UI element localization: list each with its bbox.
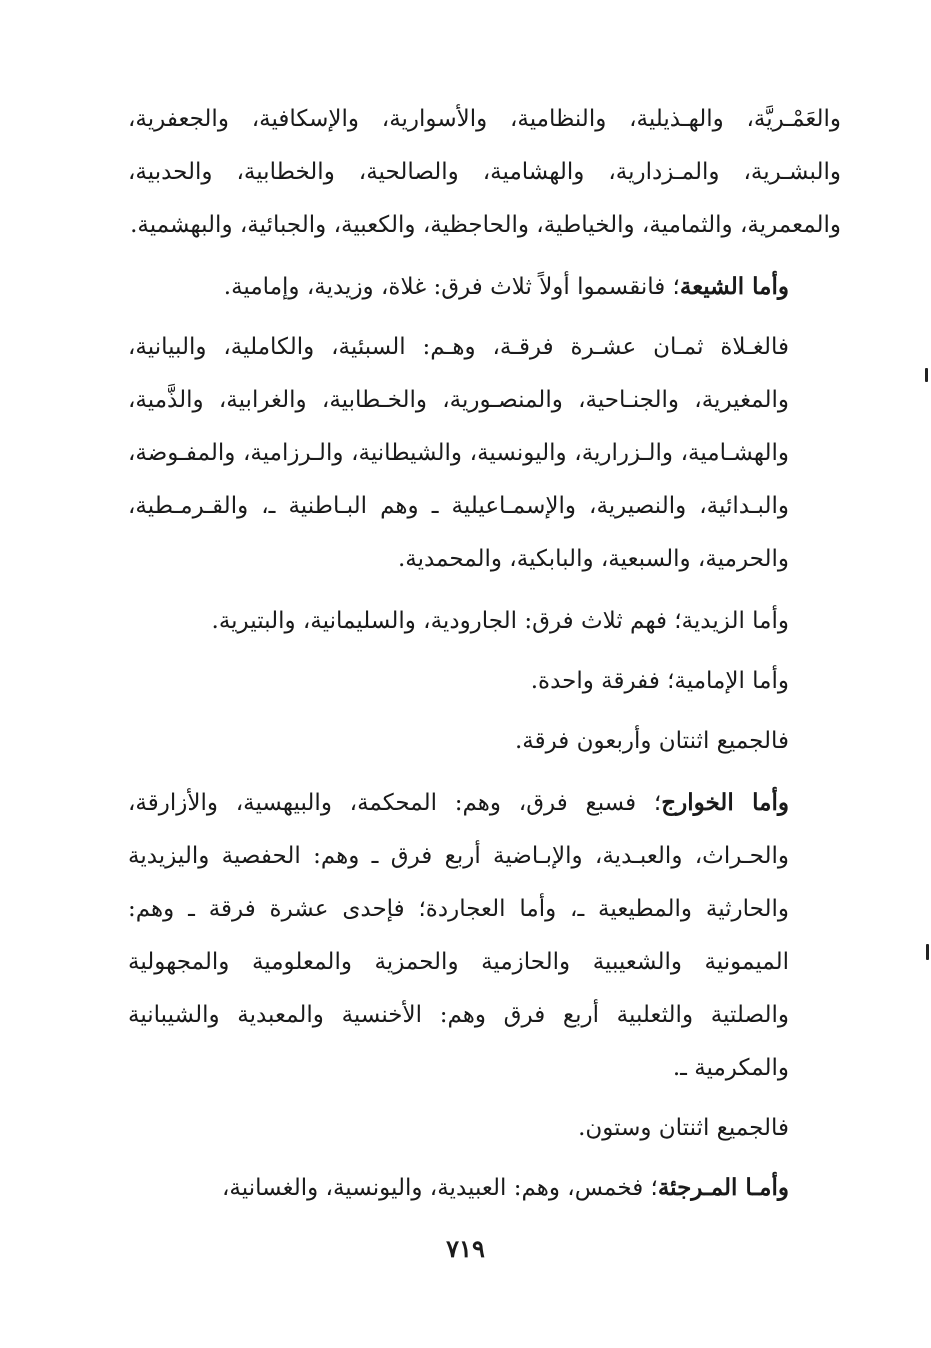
paragraph-mutazila-sects — [128, 92, 841, 252]
paragraph-lead: وأمـا المـرجئة — [657, 1174, 789, 1201]
paragraph-text: وأما الزيدية؛ فهم ثلاث فرق: الجارودية، والسليمانية، والبتيرية. — [211, 608, 789, 634]
scan-mark — [925, 368, 928, 382]
page-number: ٧١٩ — [446, 1234, 485, 1263]
paragraph-text: فالجميع اثنتان وستون. — [578, 1115, 789, 1141]
paragraph-shia-total — [128, 714, 841, 768]
paragraph-khawarij-total — [128, 1101, 841, 1155]
paragraph-imamiyya — [128, 654, 841, 708]
paragraph-text: فالغـلاة ثمـان عشـرة فرقـة، وهـم: السبئية، والكاملية، والبيانية، والمغيرية، والجنـاحية، والمنصـورية، والخـطابية، والغرابية، والذَّمية، والهشـامية، والـزرارية، واليونسية، والشيطانية، والـرزامية، والمفـوضة، والبـدائية، والنصيرية، والإسمـاعيلية ـ وهم البـاطنية ـ، والقـرمـطية، والحرمية، والسبعية، والبابكية، والمحمدية. — [128, 334, 789, 572]
paragraph-text: ؛ فسبع فرق، وهم: المحكمة، والبيهسية، والأزارقة، والحـراث، والعبـدية، والإبـاضية أربع فرق ـ وهم: الحفصية واليزيدية والحارثية والمطيعية ـ، وأما العجاردة؛ فإحدى عشرة فرقة ـ وهم: الميمونية والشعيبية والحازمية والحمزية والمعلومية والمجهولية والصلتية والثعلبية أربع فرق وهم: الأخنسية والمعبدية والشيبانية والمكرمية ـ. — [128, 790, 789, 1081]
paragraph-text: ؛ فانقسموا أولاً ثلاث فرق: غلاة، وزيدية، وإمامية. — [223, 274, 680, 300]
paragraph-shia-intro — [128, 260, 841, 314]
paragraph-zaydiyya — [128, 594, 841, 648]
paragraph-text: ؛ فخمس، وهم: العبيدية، واليونسية، والغسانية، — [222, 1175, 658, 1201]
body-text — [128, 92, 841, 1215]
paragraph-ghulat-sects — [128, 320, 841, 586]
paragraph-lead: وأما الخوارج — [661, 789, 789, 816]
paragraph-text: فالجميع اثنتان وأربعون فرقة. — [514, 728, 789, 754]
scan-mark — [926, 944, 929, 960]
paragraph-murjia-sects — [128, 1161, 841, 1215]
paragraph-text: وأما الإمامية؛ ففرقة واحدة. — [530, 668, 789, 694]
paragraph-khawarij-sects — [128, 776, 841, 1095]
paragraph-text: والعَمْـريَّة، والهـذيلية، والنظامية، والأسوارية، والإسكافية، والجعفرية، والبشـرية، والمـزدارية، والهشامية، والصالحية، والخطابية، والحدبية، والمعمرية، والثمامية، والخياطية، والحاجظية، والكعبية، والجبائية، والبهشمية. — [128, 106, 841, 238]
paragraph-lead: وأما الشيعة — [679, 273, 789, 300]
